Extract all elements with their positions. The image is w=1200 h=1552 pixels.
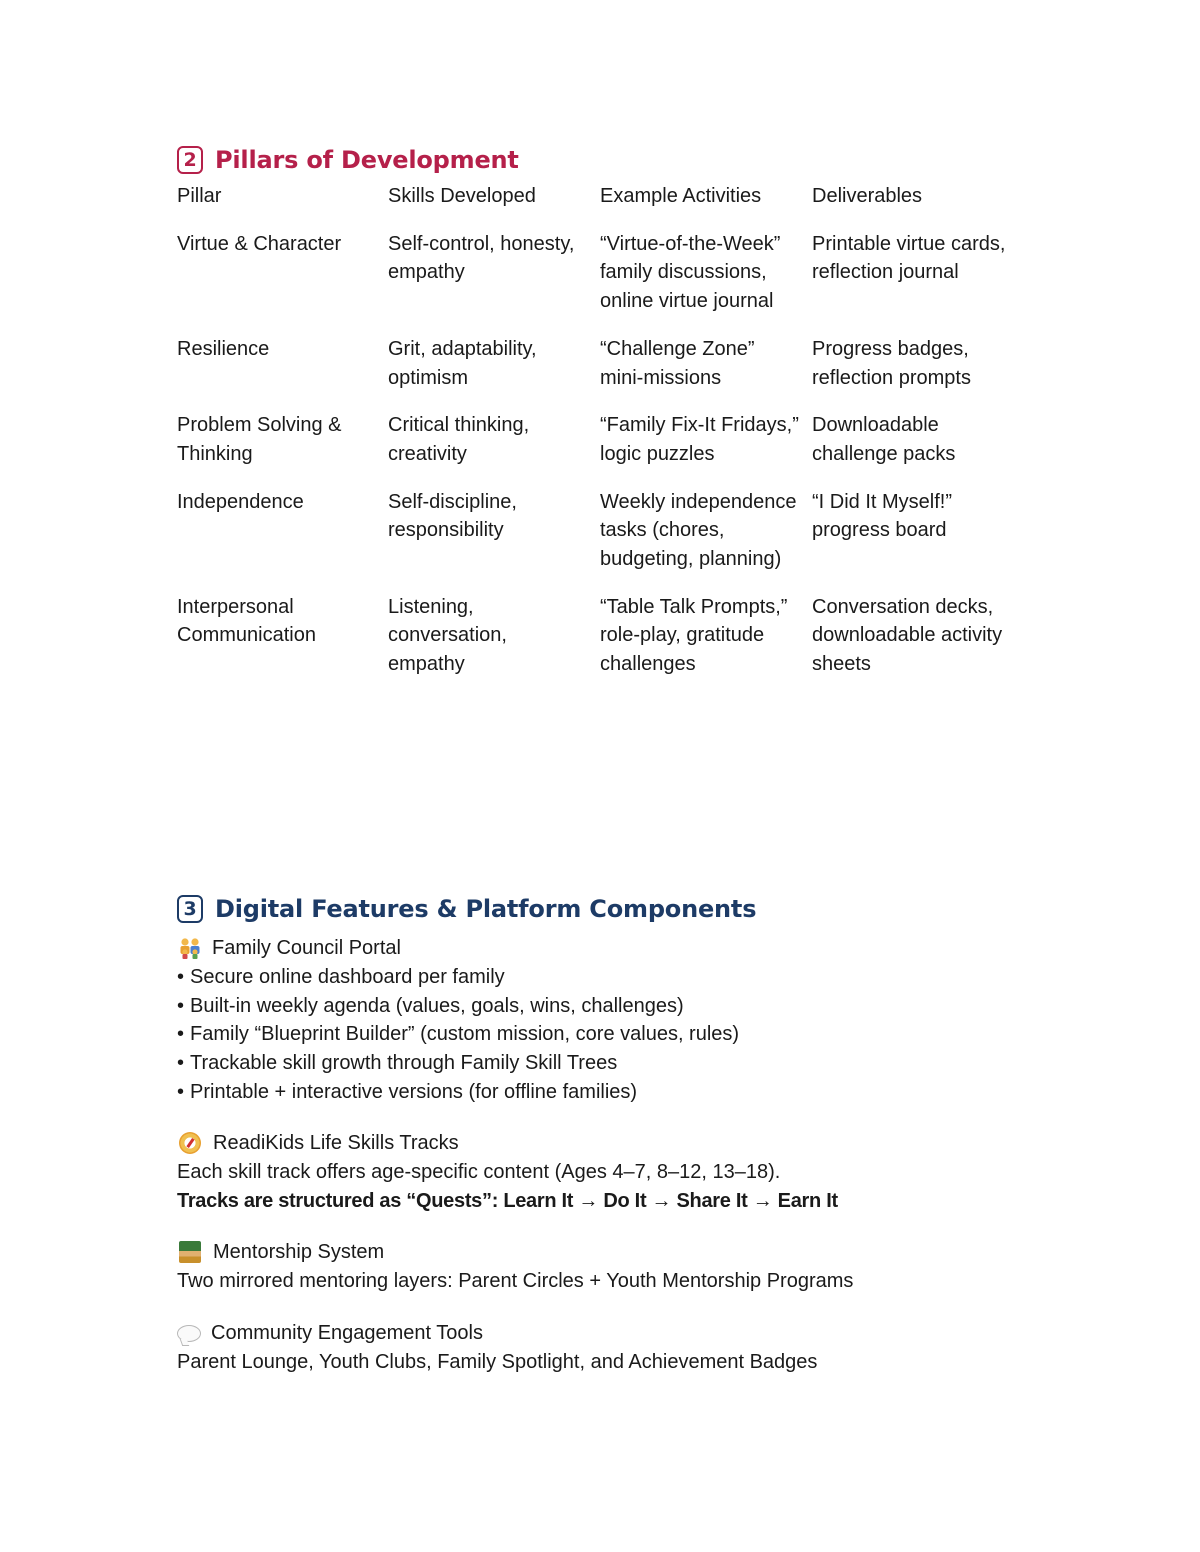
column-header-deliverables: Deliverables <box>812 185 923 207</box>
portal-bullet-list <box>177 963 1037 1107</box>
pillars-section-title: Pillars of Development <box>215 146 519 174</box>
table-row <box>177 593 1027 698</box>
digital-section-title: Digital Features & Platform Components <box>215 895 757 923</box>
mentorship-description: Two mirrored mentoring layers: Parent Circles + Youth Mentorship Programs <box>177 1270 854 1292</box>
list-item: • Trackable skill growth through Family Skill Trees <box>177 1049 1037 1078</box>
activities-cell: “Table Talk Prompts,” role-play, gratitude challenges <box>600 595 788 676</box>
feature-title-row <box>177 1128 1037 1158</box>
table-row <box>177 411 1027 487</box>
deliverables-cell: Printable virtue cards, reflection journal <box>812 232 1006 284</box>
list-item: • Printable + interactive versions (for offline families) <box>177 1078 1037 1107</box>
pillar-cell: Interpersonal Communication <box>177 595 316 647</box>
skills-cell: Critical thinking, creativity <box>388 414 530 465</box>
deliverables-cell: Downloadable challenge packs <box>812 414 956 465</box>
column-header-activities: Example Activities <box>600 185 762 207</box>
pillars-section-heading <box>177 146 519 174</box>
deliverables-cell: Conversation decks, downloadable activity sheets <box>812 595 1003 676</box>
feature-life-skills-tracks <box>177 1128 1037 1215</box>
list-item: • Built-in weekly agenda (values, goals, wins, challenges) <box>177 992 1037 1021</box>
community-description: Parent Lounge, Youth Clubs, Family Spotlight, and Achievement Badges <box>177 1351 818 1373</box>
table-row <box>177 335 1027 411</box>
activities-cell: “Virtue-of-the-Week” family discussions, online virtue journal <box>600 232 781 313</box>
feature-title: Family Council Portal <box>212 936 401 959</box>
feature-title-row <box>177 933 1037 963</box>
tracks-quest-structure: Tracks are structured as “Quests”: Learn It → Do It → Share It → Earn It <box>177 1189 838 1212</box>
feature-title-row <box>177 1318 1037 1348</box>
activities-cell: “Family Fix-It Fridays,” logic puzzles <box>600 414 799 465</box>
skills-cell: Grit, adaptability, optimism <box>388 337 537 389</box>
feature-family-council-portal <box>177 933 1037 1107</box>
table-header-row <box>177 182 1027 230</box>
feature-mentorship-system <box>177 1237 1037 1296</box>
tracks-description: Each skill track offers age-specific content (Ages 4–7, 8–12, 13–18). <box>177 1161 781 1183</box>
activities-cell: Weekly independence tasks (chores, budgeting, planning) <box>600 490 797 571</box>
skills-cell: Self-discipline, responsibility <box>388 490 517 542</box>
pillar-cell: Independence <box>177 490 304 513</box>
family-icon <box>177 936 203 960</box>
keycap-number-badge: 2 <box>177 146 203 174</box>
feature-title: Community Engagement Tools <box>211 1321 483 1344</box>
feature-community-engagement <box>177 1318 1037 1377</box>
skills-cell: Listening, conversation, empathy <box>388 595 507 676</box>
column-header-pillar: Pillar <box>177 185 222 207</box>
list-item: • Family “Blueprint Builder” (custom mission, core values, rules) <box>177 1020 1037 1049</box>
speech-bubble-icon <box>177 1325 201 1342</box>
keycap-number-badge: 3 <box>177 895 203 923</box>
digital-section-heading <box>177 895 756 923</box>
skills-cell: Self-control, honesty, empathy <box>388 232 575 284</box>
pillars-table <box>177 182 1027 698</box>
table-row <box>177 230 1027 335</box>
mentor-icon <box>179 1241 201 1263</box>
feature-title-row <box>177 1237 1037 1267</box>
feature-title: Mentorship System <box>213 1240 385 1263</box>
deliverables-cell: Progress badges, reflection prompts <box>812 337 971 389</box>
deliverables-cell: “I Did It Myself!” progress board <box>812 490 953 542</box>
table-row <box>177 488 1027 593</box>
compass-icon <box>179 1132 201 1154</box>
pillar-cell: Problem Solving & Thinking <box>177 414 342 465</box>
feature-title: ReadiKids Life Skills Tracks <box>213 1131 459 1154</box>
pillar-cell: Resilience <box>177 337 270 360</box>
list-item: • Secure online dashboard per family <box>177 963 1037 992</box>
pillar-cell: Virtue & Character <box>177 232 342 255</box>
column-header-skills: Skills Developed <box>388 185 536 207</box>
activities-cell: “Challenge Zone” mini-missions <box>600 337 755 389</box>
